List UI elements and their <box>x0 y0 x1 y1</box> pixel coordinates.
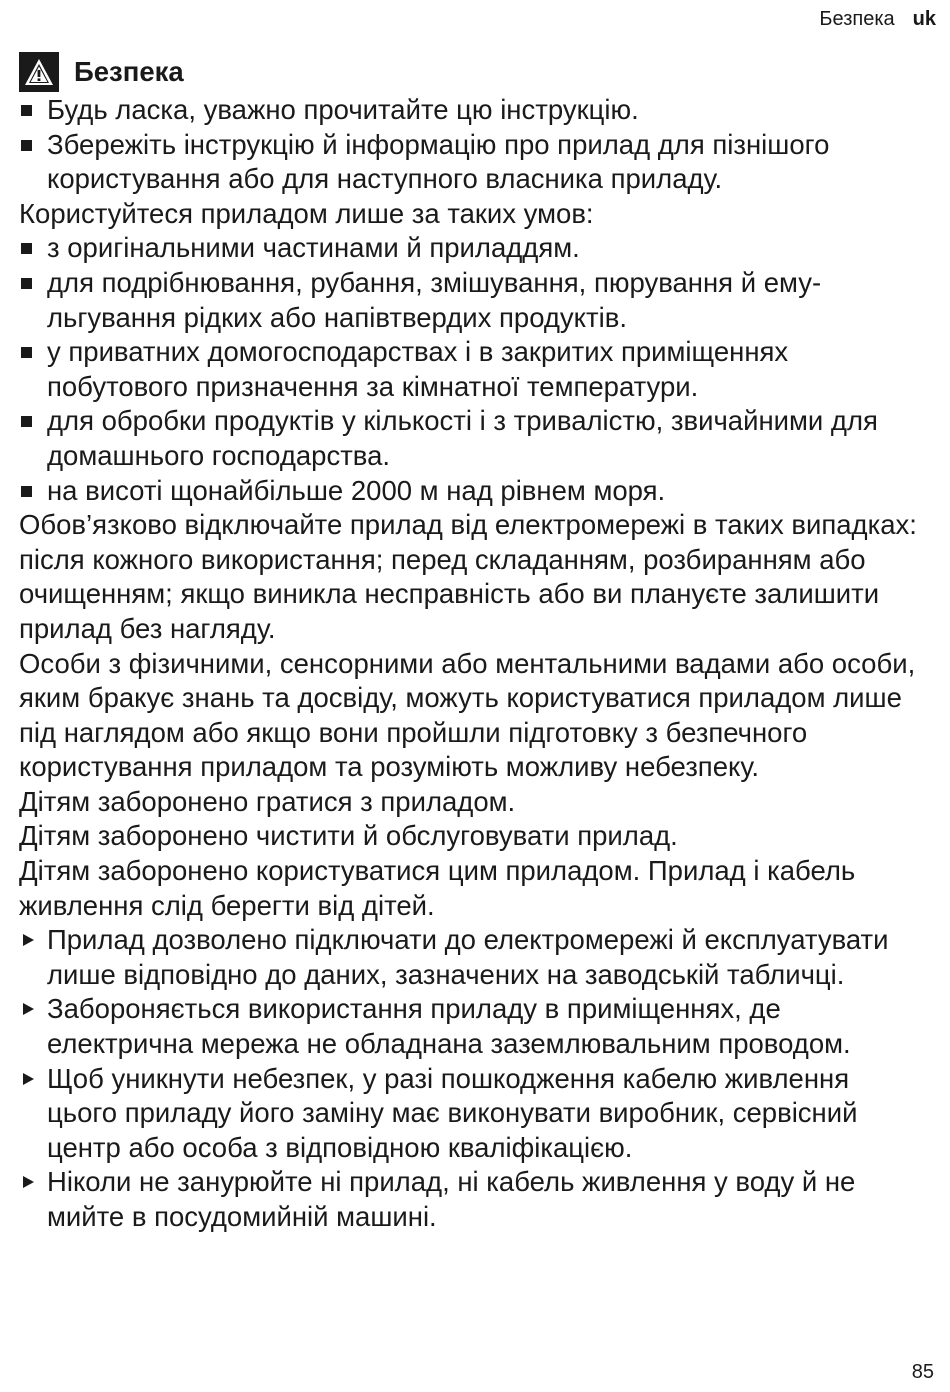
safety-content <box>19 51 924 1235</box>
instruction-item: Забороняється використання приладу в приміщеннях, де електрична мережа не обладнана заземлювальним проводом. <box>19 992 924 1061</box>
running-head <box>819 7 936 31</box>
section-title: Безпека <box>74 55 184 87</box>
condition-item: для подрібнювання, рубання, змішування, пюрування й емульгування рідких або напівтвердих продуктів. <box>19 266 924 335</box>
section-heading <box>19 51 924 93</box>
condition-item: для обробки продуктів у кількості і з тривалістю, звичайними для домашнього господарства. <box>19 404 924 473</box>
instruction-item: Прилад дозволено підключати до електромережі й експлуатувати лише відповідно до даних, зазначених на заводській табличці. <box>19 923 924 992</box>
paragraph-children-clean: Дітям заборонено чистити й обслуговувати прилад. <box>19 820 678 852</box>
page-number: 85 <box>911 1361 934 1383</box>
paragraph-children-play: Дітям заборонено гратися з приладом. <box>19 785 516 817</box>
running-head-section: Безпека <box>819 8 895 30</box>
instruction-item: Ніколи не занурюйте ні прилад, ні кабель живлення у воду й не мийте в посудомийній машині. <box>19 1165 924 1234</box>
intro-item: Збережіть інструкцію й інформацію про прилад для пізнішого користування або для наступного власника приладу. <box>19 128 924 197</box>
running-head-language: uk <box>912 8 936 30</box>
paragraph-children-use: Дітям заборонено користуватися цим приладом. Прилад і кабель живлення слід берегти від дітей. <box>19 855 856 921</box>
instruction-item: Щоб уникнути небезпек, у разі пошкодження кабелю живлення цього приладу його заміну має виконувати виробник, сервісний центр або особа з відповідною кваліфікацією. <box>19 1062 924 1166</box>
intro-list <box>19 93 924 197</box>
conditions-label: Користуйтеся приладом лише за таких умов: <box>19 197 594 229</box>
warning-triangle-icon <box>19 52 59 92</box>
paragraph-disconnect: Обов’язково відключайте прилад від електромережі в таких випадках: після кожного використання; перед складанням, розбиранням або очищенням; якщо виникла несправність або ви плануєте залишити прилад без нагляду. <box>19 509 917 644</box>
condition-item: з оригінальними частинами й приладдям. <box>19 231 924 266</box>
conditions-list <box>19 231 924 508</box>
condition-item: на висоті щонайбільше 2000 м над рівнем моря. <box>19 474 924 509</box>
intro-item: Будь ласка, уважно прочитайте цю інструкцію. <box>19 93 924 128</box>
paragraph-persons: Особи з фізичними, сенсорними або ментальними вадами або особи, яким бракує знань та досвіду, можуть користуватися приладом лише під наглядом або якщо вони пройшли підготовку з безпечного користування приладом та розуміють можливу небезпеку. <box>19 647 916 783</box>
instructions-list <box>19 923 924 1234</box>
condition-item: у приватних домогосподарствах і в закритих приміщеннях побутового призначення за кімнатної температури. <box>19 335 924 404</box>
